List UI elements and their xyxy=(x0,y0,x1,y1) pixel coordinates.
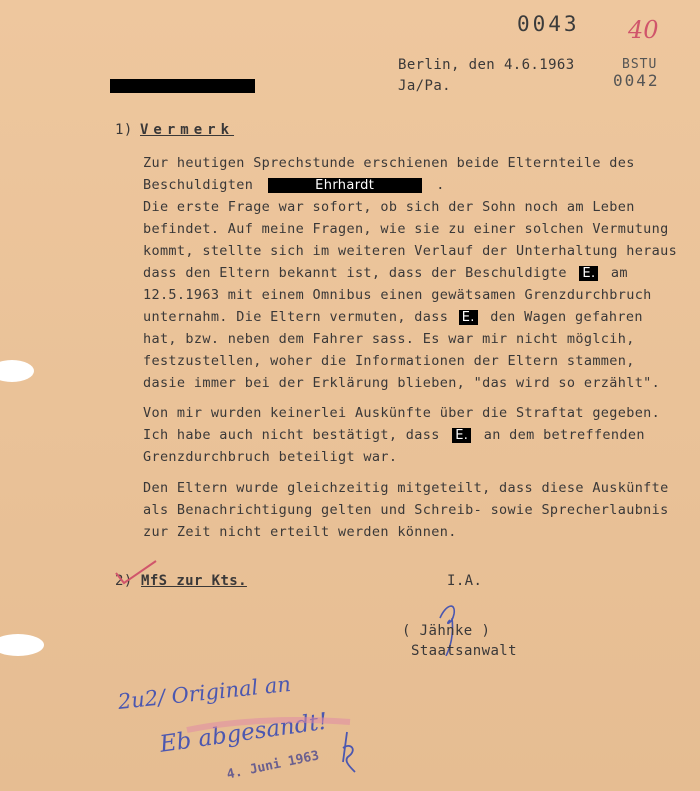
punch-hole-bottom xyxy=(0,634,44,656)
received-date-stamp: 4. Juni 1963 xyxy=(225,748,321,783)
handwritten-initial xyxy=(333,728,363,778)
body-line-13-text: Ich habe auch nicht bestätigt, dass xyxy=(143,427,440,443)
body-line-17: zur Zeit nicht erteilt werden können. xyxy=(143,524,457,540)
reference-code: Ja/Pa. xyxy=(398,78,451,94)
on-behalf-label: I.A. xyxy=(447,573,483,589)
body-line-16: als Benachrichtigung gelten und Schreib- sowie Sprecherlaubnis xyxy=(143,502,669,518)
body-line-2-text: Beschuldigten xyxy=(143,177,254,193)
body-line-15: Den Eltern wurde gleichzeitig mitgeteilt, dass diese Auskünfte xyxy=(143,480,669,496)
punch-hole-top xyxy=(0,360,34,382)
body-line-6-tail: am xyxy=(610,265,628,281)
body-line-11: dasie immer bei der Erklärung blieben, "das wird so erzählt". xyxy=(143,375,661,391)
signatory-title: Staatsanwalt xyxy=(411,643,517,659)
body-line-6-text: dass den Eltern bekannt ist, dass der Beschuldigte xyxy=(143,265,567,281)
bstu-number: 0042 xyxy=(613,71,660,90)
body-line-4: befindet. Auf meine Fragen, wie sie zu einer solchen Vermutung xyxy=(143,221,669,237)
body-line-8-tail: den Wagen gefahren xyxy=(490,309,643,325)
signatory-name: ( Jähnke ) xyxy=(402,623,491,639)
section-1-number: 1) xyxy=(115,122,133,138)
body-line-5: kommt, stellte sich im weiteren Verlauf der Unterhaltung heraus xyxy=(143,243,678,259)
section-2-number: 2) xyxy=(115,573,133,589)
body-line-9: hat, bzw. neben dem Fahrer sass. Es war mir nicht möglcih, xyxy=(143,331,635,347)
body-line-1: Zur heutigen Sprechstunde erschienen beide Elternteile des xyxy=(143,155,635,171)
body-line-7: 12.5.1963 mit einem Omnibus einen gewätsamen Grenzdurchbruch xyxy=(143,287,652,303)
body-line-10: festzustellen, woher die Informationen der Eltern stammen, xyxy=(143,353,635,369)
red-checkmark xyxy=(112,557,162,587)
body-line-13 xyxy=(143,427,645,443)
page-mark-handwritten: 40 xyxy=(628,16,659,44)
handwritten-note-line-1: 2u2/ Original an xyxy=(116,671,292,714)
redacted-initial: E. xyxy=(579,266,598,281)
redacted-initial: E. xyxy=(452,428,471,443)
body-line-12: Von mir wurden keinerlei Auskünfte über die Straftat gegeben. xyxy=(143,405,661,421)
redaction-bar-top xyxy=(110,79,255,93)
body-line-2-tail: . xyxy=(436,177,445,193)
section-1-heading: Vermerk xyxy=(140,122,235,138)
body-line-6 xyxy=(143,265,628,281)
place-date: Berlin, den 4.6.1963 xyxy=(398,57,575,73)
section-2-text: MfS zur Kts. xyxy=(141,573,247,589)
body-line-14: Grenzdurchbruch beteiligt war. xyxy=(143,449,398,465)
body-line-8 xyxy=(143,309,643,325)
redacted-initial: E. xyxy=(459,310,478,325)
pink-underline-stroke xyxy=(185,712,355,742)
handwritten-note-line-2: Eb abgesandt! xyxy=(158,708,330,758)
body-line-2 xyxy=(143,177,445,193)
bstu-label: BSTU xyxy=(622,57,658,72)
document-number: 0043 xyxy=(517,12,580,36)
body-line-3: Die erste Frage war sofort, ob sich der Sohn noch am Leben xyxy=(143,199,635,215)
body-line-8-text: unternahm. Die Eltern vermuten, dass xyxy=(143,309,449,325)
body-line-13-tail: an dem betreffenden xyxy=(483,427,645,443)
redacted-name: Ehrhardt xyxy=(268,178,422,193)
